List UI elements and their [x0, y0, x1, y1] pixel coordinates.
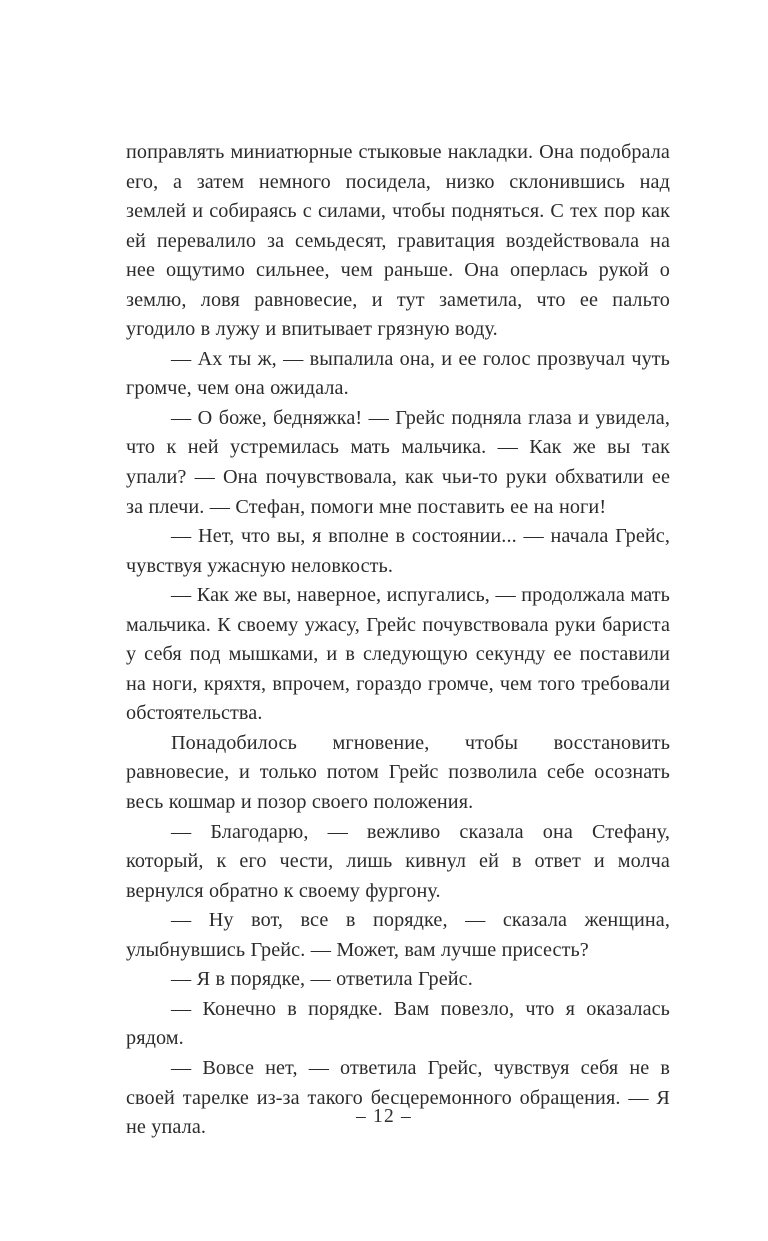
paragraph-dialogue-4: — Как же вы, наверное, испугались, — продолжала мать мальчика. К своему ужасу, Грейс почувствовала руки бариста у себя под мышками, и в следующую секунду ее поставили на ноги, кряхтя, впрочем, гораздо громче, чем того требовали обстоятельства.: [126, 584, 670, 725]
paragraph-dialogue-6: — Ну вот, все в порядке, — сказала женщина, улыбнувшись Грейс. — Может, вам лучше присесть?: [126, 909, 670, 961]
paragraph-continuation: поправлять миниатюрные стыковые накладки. Она подобрала его, а затем немного посидела, низко склонившись над землей и собираясь с силами, чтобы подняться. С тех пор как ей перевалило за семьдесят, гравитация воздействовала на нее ощутимо сильнее, чем раньше. Она оперлась рукой о землю, ловя равновесие, и тут заметила, что ее пальто угодило в лужу и впитывает грязную воду.: [126, 141, 670, 341]
paragraph-dialogue-2: — О боже, бедняжка! — Грейс подняла глаза и увидела, что к ней устремилась мать мальчика. — Как же вы так упали? — Она почувствовала, как чьи-то руки обхватили ее за плечи. — Стефан, помоги мне поставить ее на ноги!: [126, 406, 670, 518]
paragraph-dialogue-1: — Ах ты ж, — выпалила она, и ее голос прозвучал чуть громче, чем она ожидала.: [126, 347, 670, 400]
paragraph-narrative-1: Понадобилось мгновение, чтобы восстановить равновесие, и только потом Грейс позволила себе осознать весь кошмар и позор своего положения.: [126, 731, 670, 814]
page-number: – 12 –: [356, 1106, 412, 1127]
paragraph-dialogue-8: — Конечно в порядке. Вам повезло, что я оказалась рядом.: [126, 997, 670, 1050]
paragraph-dialogue-3: — Нет, что вы, я вполне в состоянии... — начала Грейс, чувствуя ужасную неловкость.: [126, 525, 670, 577]
paragraph-dialogue-5: — Благодарю, — вежливо сказала она Стефану, который, к его чести, лишь кивнул ей в ответ и молча вернулся обратно к своему фургону.: [126, 820, 670, 902]
paragraph-dialogue-9: — Вовсе нет, — ответила Грейс, чувствуя себя не в своей тарелке из-за такого бесцеремонного обращения. — Я не упала.: [126, 1056, 670, 1139]
paragraph-dialogue-7: — Я в порядке, — ответила Грейс.: [171, 968, 473, 991]
page-text-block: [126, 138, 670, 1143]
